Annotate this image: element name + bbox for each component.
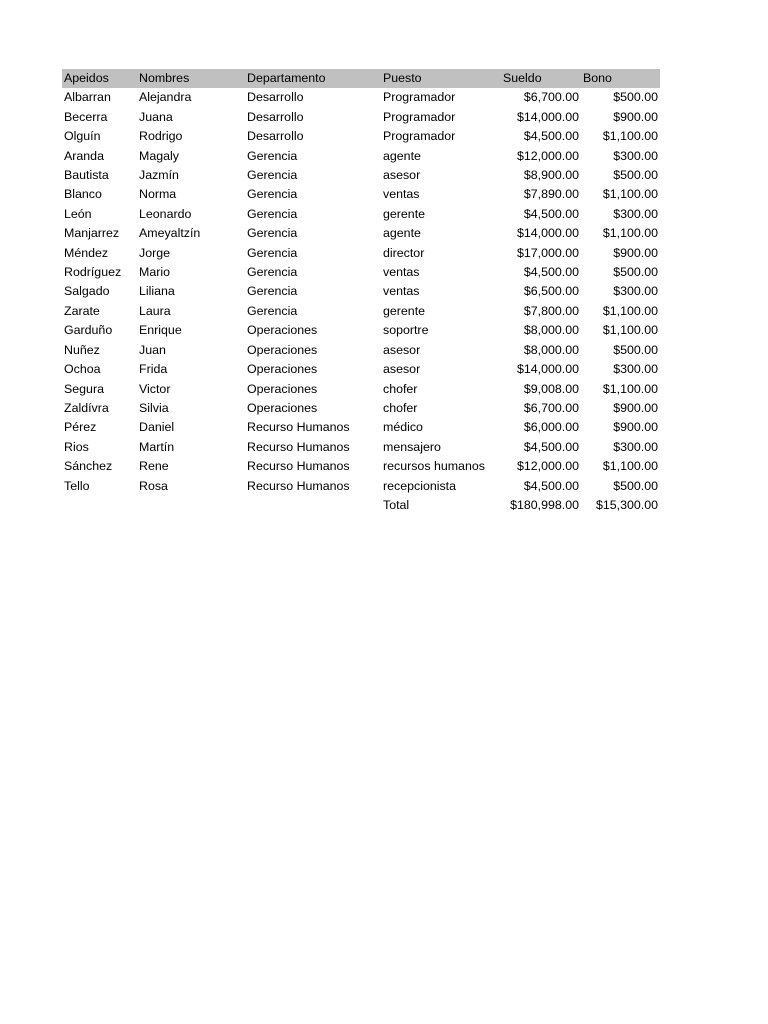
cell-bono: $900.00 [613,420,658,435]
cell-sueldo: $14,000.00 [516,362,579,377]
totals-sueldo: $180,998.00 [510,497,579,512]
cell-apellido: Blanco [64,187,102,202]
cell-departamento: Desarrollo [247,109,304,124]
cell-departamento: Operaciones [247,381,318,396]
cell-puesto: Programador [383,90,456,105]
cell-puesto: director [383,245,425,260]
table-row [62,282,660,301]
cell-departamento: Recurso Humanos [247,420,350,435]
cell-apellido: Pérez [64,420,97,435]
cell-bono: $1,100.00 [602,381,658,396]
totals-empty-cell [62,496,137,515]
cell-departamento: Gerencia [247,168,298,183]
cell-sueldo: $8,000.00 [523,342,579,357]
cell-sueldo: $4,500.00 [523,439,579,454]
totals-empty-cell [137,496,245,515]
table-row [62,147,660,166]
cell-departamento: Recurso Humanos [247,459,350,474]
cell-puesto: Programador [383,129,456,144]
table-row [62,399,660,418]
totals-bono: $15,300.00 [595,497,658,512]
cell-nombre: Leonardo [139,206,192,221]
table-row [62,321,660,340]
cell-apellido: Albarran [64,90,111,105]
table-row [62,205,660,224]
cell-nombre: Jazmín [139,168,179,183]
table-row [62,457,660,476]
cell-apellido: Zarate [64,303,100,318]
cell-bono: $500.00 [613,265,658,280]
table-row [62,360,660,379]
cell-sueldo: $4,500.00 [523,206,579,221]
cell-apellido: Tello [64,478,90,493]
cell-sueldo: $4,500.00 [523,129,579,144]
cell-apellido: Zaldívra [64,400,109,415]
cell-apellido: Rodríguez [64,265,122,280]
table-row [62,380,660,399]
cell-bono: $1,100.00 [602,323,658,338]
cell-nombre: Laura [139,303,171,318]
cell-sueldo: $9,008.00 [523,381,579,396]
cell-puesto: Programador [383,109,456,124]
cell-departamento: Gerencia [247,245,298,260]
cell-nombre: Juana [139,109,173,124]
table-row [62,185,660,204]
cell-departamento: Gerencia [247,303,298,318]
totals-label: Total [383,497,410,512]
table-row [62,127,660,146]
employee-sheet [62,69,660,515]
cell-sueldo: $8,000.00 [523,323,579,338]
cell-apellido: Ochoa [64,362,101,377]
cell-puesto: agente [383,148,421,163]
cell-bono: $300.00 [613,206,658,221]
header-departamento: Departamento [245,69,381,88]
cell-nombre: Ameyaltzín [139,226,201,241]
table-row [62,438,660,457]
cell-bono: $500.00 [613,168,658,183]
cell-bono: $1,100.00 [602,459,658,474]
header-puesto: Puesto [381,69,501,88]
cell-apellido: Olguín [64,129,101,144]
cell-puesto: gerente [383,303,426,318]
totals-empty-cell [245,496,381,515]
cell-departamento: Recurso Humanos [247,439,350,454]
cell-puesto: asesor [383,362,421,377]
cell-departamento: Gerencia [247,148,298,163]
cell-bono: $300.00 [613,439,658,454]
cell-bono: $1,100.00 [602,187,658,202]
cell-nombre: Magaly [139,148,179,163]
table-body [62,88,660,496]
header-apellidos: Apeidos [62,69,137,88]
cell-bono: $300.00 [613,284,658,299]
cell-departamento: Gerencia [247,206,298,221]
cell-bono: $300.00 [613,148,658,163]
cell-nombre: Silvia [139,400,169,415]
table-row [62,166,660,185]
cell-nombre: Juan [139,342,166,357]
cell-nombre: Liliana [139,284,175,299]
cell-departamento: Recurso Humanos [247,478,350,493]
table-row [62,263,660,282]
cell-bono: $300.00 [613,362,658,377]
cell-sueldo: $12,000.00 [516,459,579,474]
cell-bono: $1,100.00 [602,226,658,241]
cell-nombre: Victor [139,381,171,396]
table-row [62,88,660,107]
cell-apellido: Méndez [64,245,109,260]
cell-sueldo: $6,700.00 [523,400,579,415]
cell-sueldo: $6,000.00 [523,420,579,435]
cell-apellido: Nuñez [64,342,100,357]
cell-puesto: asesor [383,168,421,183]
header-sueldo: Sueldo [501,69,581,88]
cell-puesto: ventas [383,265,420,280]
cell-departamento: Operaciones [247,323,318,338]
table-row [62,302,660,321]
header-row [62,69,660,88]
cell-departamento: Gerencia [247,284,298,299]
cell-apellido: Aranda [64,148,104,163]
cell-bono: $900.00 [613,245,658,260]
cell-nombre: Jorge [139,245,170,260]
cell-nombre: Rene [139,459,169,474]
cell-nombre: Frida [139,362,168,377]
cell-sueldo: $4,500.00 [523,478,579,493]
cell-nombre: Martín [139,439,175,454]
cell-sueldo: $7,890.00 [523,187,579,202]
cell-departamento: Desarrollo [247,129,304,144]
table-row [62,477,660,496]
cell-bono: $1,100.00 [602,129,658,144]
cell-nombre: Alejandra [139,90,192,105]
cell-departamento: Gerencia [247,187,298,202]
table-row [62,418,660,437]
employee-table [62,69,660,515]
cell-bono: $1,100.00 [602,303,658,318]
header-bono: Bono [581,69,660,88]
cell-puesto: ventas [383,187,420,202]
cell-sueldo: $17,000.00 [516,245,579,260]
cell-bono: $900.00 [613,109,658,124]
cell-apellido: Segura [64,381,104,396]
table-row [62,224,660,243]
cell-departamento: Desarrollo [247,90,304,105]
cell-departamento: Gerencia [247,265,298,280]
header-nombres: Nombres [137,69,245,88]
cell-nombre: Norma [139,187,177,202]
table-row [62,108,660,127]
cell-bono: $500.00 [613,342,658,357]
cell-puesto: recepcionista [383,478,457,493]
cell-apellido: Sánchez [64,459,113,474]
cell-nombre: Rodrigo [139,129,183,144]
totals-row [62,496,660,515]
cell-nombre: Enrique [139,323,182,338]
cell-sueldo: $14,000.00 [516,109,579,124]
cell-departamento: Operaciones [247,400,318,415]
cell-puesto: agente [383,226,421,241]
cell-sueldo: $12,000.00 [516,148,579,163]
cell-puesto: recursos humanos [383,459,485,474]
cell-sueldo: $6,500.00 [523,284,579,299]
cell-puesto: médico [383,420,423,435]
cell-puesto: asesor [383,342,421,357]
cell-apellido: Bautista [64,168,109,183]
cell-sueldo: $4,500.00 [523,265,579,280]
cell-sueldo: $14,000.00 [516,226,579,241]
cell-apellido: León [64,206,92,221]
cell-sueldo: $8,900.00 [523,168,579,183]
table-row [62,341,660,360]
cell-apellido: Manjarrez [64,226,120,241]
cell-bono: $500.00 [613,90,658,105]
cell-apellido: Becerra [64,109,108,124]
cell-puesto: ventas [383,284,420,299]
cell-sueldo: $7,800.00 [523,303,579,318]
cell-nombre: Mario [139,265,170,280]
cell-bono: $900.00 [613,400,658,415]
cell-bono: $500.00 [613,478,658,493]
table-row [62,244,660,263]
cell-nombre: Rosa [139,478,168,493]
cell-puesto: gerente [383,206,426,221]
cell-apellido: Garduño [64,323,113,338]
cell-puesto: mensajero [383,439,441,454]
cell-puesto: chofer [383,381,418,396]
cell-sueldo: $6,700.00 [523,90,579,105]
cell-puesto: soportre [383,323,429,338]
cell-departamento: Gerencia [247,226,298,241]
cell-departamento: Operaciones [247,362,318,377]
cell-departamento: Operaciones [247,342,318,357]
cell-apellido: Rios [64,439,89,454]
cell-nombre: Daniel [139,420,175,435]
cell-apellido: Salgado [64,284,110,299]
cell-puesto: chofer [383,400,418,415]
